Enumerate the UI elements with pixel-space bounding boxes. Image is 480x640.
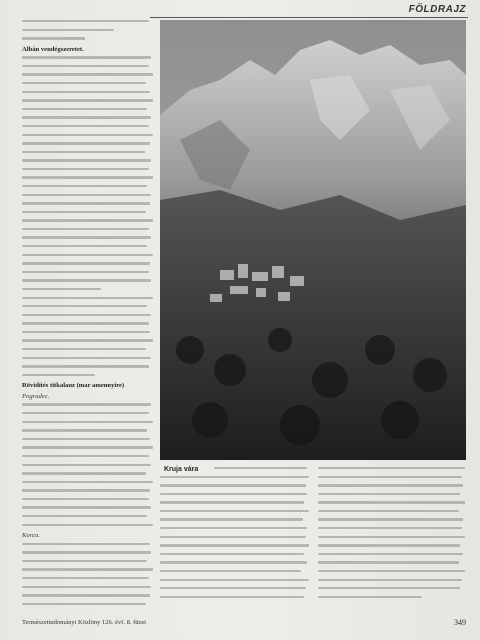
text-line xyxy=(22,498,149,500)
text-line xyxy=(22,159,151,161)
text-line xyxy=(22,176,153,178)
text-line xyxy=(214,467,307,469)
text-line xyxy=(22,586,151,588)
text-line xyxy=(22,472,146,474)
text-line xyxy=(22,455,149,457)
text-line xyxy=(22,560,147,562)
text-line xyxy=(160,536,306,538)
text-line xyxy=(22,99,153,101)
text-line xyxy=(160,493,307,495)
text-line xyxy=(22,236,151,238)
text-line xyxy=(22,305,147,307)
text-line xyxy=(22,108,147,110)
text-line xyxy=(22,464,151,466)
text-line xyxy=(22,254,153,256)
paragraph-start-korca: Korca. xyxy=(22,532,40,540)
text-line xyxy=(318,484,463,486)
text-line xyxy=(22,577,149,579)
mountain-photo-illustration xyxy=(160,20,466,460)
text-line xyxy=(22,594,150,596)
page-number: 349 xyxy=(454,618,466,627)
text-line xyxy=(318,570,465,572)
landscape-photo xyxy=(160,20,466,460)
text-line xyxy=(22,446,153,448)
text-line xyxy=(22,116,151,118)
text-line xyxy=(22,211,146,213)
text-line xyxy=(22,56,151,58)
paragraph-heading-vendegszeretet: Albán vendégszeretet. xyxy=(22,45,84,53)
text-line xyxy=(160,587,306,589)
text-line xyxy=(160,476,309,478)
text-line xyxy=(318,501,465,503)
text-line xyxy=(22,322,149,324)
text-line xyxy=(318,476,462,478)
text-line xyxy=(318,510,459,512)
text-line xyxy=(318,579,462,581)
text-line xyxy=(22,288,101,290)
text-line xyxy=(22,568,153,570)
left-text-column xyxy=(22,20,154,615)
text-line xyxy=(22,279,151,281)
text-line xyxy=(22,262,150,264)
text-line xyxy=(22,551,151,553)
text-line xyxy=(160,544,309,546)
text-line xyxy=(160,570,301,572)
header-rule xyxy=(150,17,468,18)
text-line xyxy=(22,543,150,545)
paragraph-heading-rovidites: Rövidítés titkalauz (mar amennyire) xyxy=(22,382,125,390)
text-line xyxy=(22,374,95,376)
middle-text-column xyxy=(160,467,310,617)
text-line xyxy=(22,37,85,39)
text-line xyxy=(22,412,149,414)
text-line xyxy=(22,142,150,144)
photo-caption: Kruja vára xyxy=(164,466,199,473)
text-line xyxy=(22,29,114,31)
text-line xyxy=(22,403,151,405)
text-line xyxy=(22,82,146,84)
right-text-column xyxy=(318,467,466,617)
text-line xyxy=(22,91,150,93)
text-line xyxy=(22,202,150,204)
text-line xyxy=(160,553,304,555)
text-line xyxy=(160,527,307,529)
text-line xyxy=(22,603,146,605)
text-line xyxy=(22,481,153,483)
text-line xyxy=(22,365,149,367)
text-line xyxy=(22,219,153,221)
text-line xyxy=(22,73,153,75)
text-line xyxy=(22,271,149,273)
text-line xyxy=(22,125,149,127)
text-line xyxy=(22,134,153,136)
text-line xyxy=(160,484,306,486)
text-line xyxy=(22,185,147,187)
text-line xyxy=(22,506,151,508)
text-line xyxy=(22,297,153,299)
text-line xyxy=(22,515,147,517)
section-label: FÖLDRAJZ xyxy=(408,4,466,15)
text-line xyxy=(22,348,146,350)
text-line xyxy=(22,339,153,341)
text-line xyxy=(22,524,153,526)
text-line xyxy=(318,553,463,555)
text-line xyxy=(318,493,460,495)
text-line xyxy=(160,561,307,563)
text-line xyxy=(22,314,151,316)
text-line xyxy=(22,65,149,67)
text-line xyxy=(318,561,459,563)
paragraph-start-pogradec: Pogradec. xyxy=(22,392,50,400)
text-line xyxy=(318,467,465,469)
text-line xyxy=(318,518,463,520)
text-line xyxy=(318,536,465,538)
text-line xyxy=(318,544,460,546)
text-line xyxy=(160,596,304,598)
text-line xyxy=(22,228,149,230)
text-line xyxy=(22,429,147,431)
text-line xyxy=(22,20,149,22)
text-line xyxy=(22,194,151,196)
text-line xyxy=(160,501,304,503)
text-line xyxy=(22,489,150,491)
text-line xyxy=(22,331,150,333)
text-line xyxy=(22,421,153,423)
text-line xyxy=(22,357,151,359)
text-line xyxy=(22,245,147,247)
text-line xyxy=(160,518,303,520)
text-line xyxy=(22,151,145,153)
text-line xyxy=(22,168,149,170)
text-line xyxy=(318,596,422,598)
text-line xyxy=(318,527,462,529)
journal-footer: Természettudományi Közlöny 126. évf. 8. füzet xyxy=(22,619,147,626)
text-line xyxy=(160,510,309,512)
text-line xyxy=(22,438,150,440)
text-line xyxy=(318,587,460,589)
text-line xyxy=(160,579,309,581)
